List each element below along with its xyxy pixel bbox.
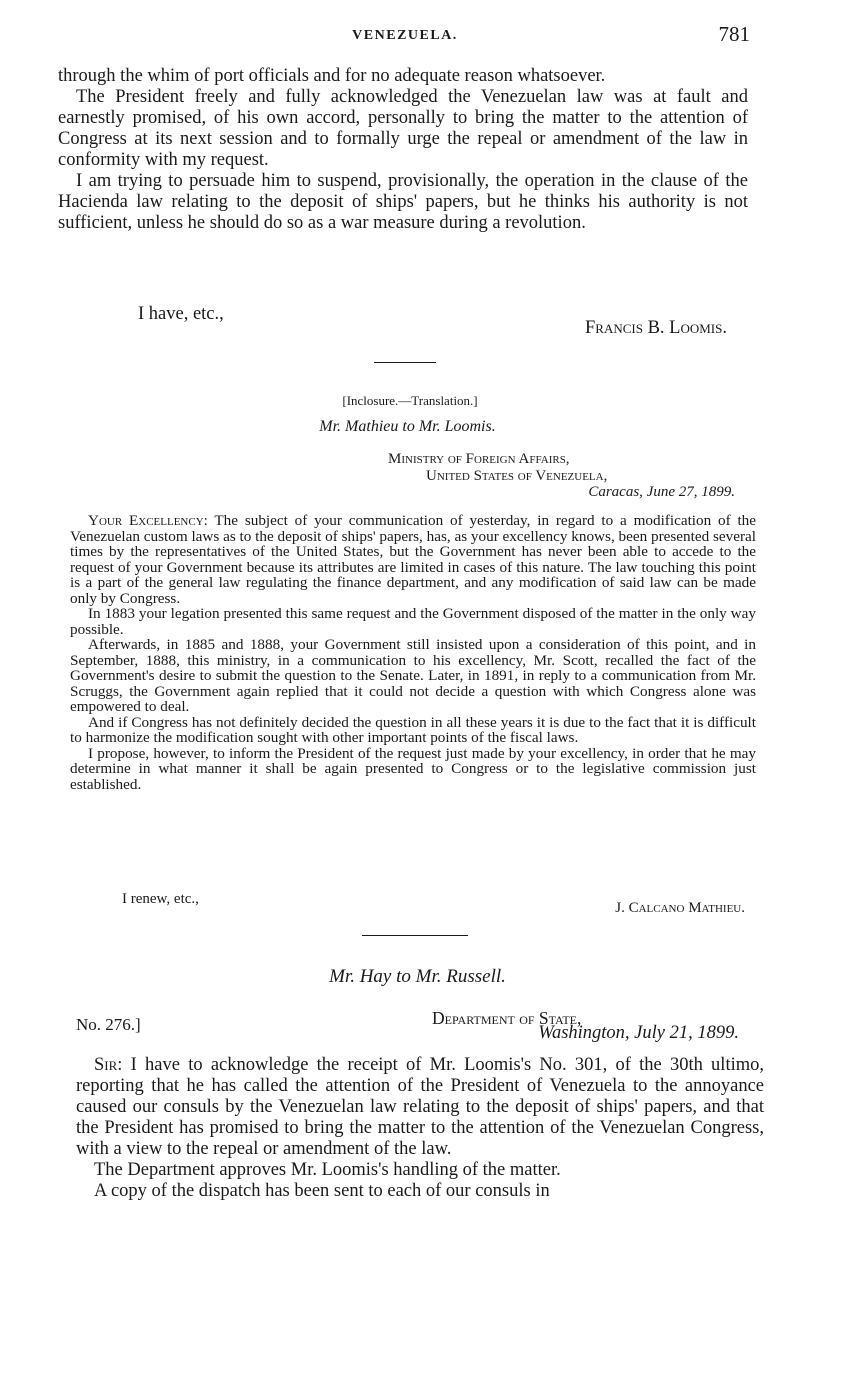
running-head: VENEZUELA. [352,28,458,43]
inclosure-body [70,513,756,792]
section-divider [374,362,436,363]
paragraph: And if Congress has not definitely decided the question in all these years it is due to the fact that it is difficult to harmonize the modification sought with other important points of the fiscal laws. [70,713,756,746]
hay-letter-body [76,1055,764,1202]
paragraph: The Department approves Mr. Loomis's handling of the matter. [94,1160,561,1180]
hay-letter-heading: Mr. Hay to Mr. Russell. [329,966,506,987]
mathieu-closing: I renew, etc., [122,891,199,907]
loomis-closing: I have, etc., [138,304,224,324]
department-line: Department of State, [432,1008,582,1028]
paragraph: I have to acknowledge the receipt of Mr. Loomis's No. 301, of the 30th ultimo, reporting that he has called the attention of the President of Venezuela to the annoyance caused our consuls by the Venezuelan law relating to the deposit of ships' papers, and that the President has promised to bring the matter to the attention of the Venezuelan Congress, with a view to the repeal or amendment of the law. [76,1055,764,1159]
paragraph: through the whim of port officials and for no adequate reason whatsoever. [58,66,606,86]
place-date: Caracas, June 27, 1899. [588,484,735,500]
paragraph: I propose, however, to inform the President of the request just made by your excellency, in order that he may determine in what manner it shall be again presented to Congress or to the legislative commission just established. [70,744,756,793]
paragraph: In 1883 your legation presented this same request and the Government disposed of the matter in the only way possible. [70,605,756,638]
inclosure-heading: Mr. Mathieu to Mr. Loomis. [319,418,496,435]
salutation: Sir: [94,1055,123,1075]
salutation: Your Excellency: [88,512,208,529]
address-line-1: Ministry of Foreign Affairs, [388,451,570,467]
inclosure-label: [Inclosure.—Translation.] [342,393,478,408]
section-divider [362,935,468,936]
paragraph: I am trying to persuade him to suspend, provisionally, the operation in the clause of the Hacienda law relating to the deposit of ships' papers, but he thinks his authority is not sufficient, unless he should do so as a war measure during a revolution. [58,171,748,233]
address-line-2: United States of Venezuela, [426,468,608,484]
page-header [60,22,750,52]
loomis-letter-body [58,66,748,234]
paragraph: Afterwards, in 1885 and 1888, your Government still insisted upon a consideration of this point, and in September, 1888, this ministry, in a communication to his excellency, Mr. Scott, recalled the fact of the Government's desire to submit the question to the Senate. Later, in 1891, in reply to a communication from Mr. Scruggs, the Government again replied that it could not decide a question with which Congress alone was empowered to deal. [70,636,756,715]
mathieu-signature: J. Calcano Mathieu. [615,900,745,916]
page-number: 781 [718,22,750,46]
loomis-signature: Francis B. Loomis. [584,318,727,338]
paragraph: The President freely and fully acknowledged the Venezuelan law was at fault and earnestly promised, of his own accord, personally to bring the matter to the attention of Congress at its next session and to formally urge the repeal or amendment of the law in conformity with my request. [58,87,748,170]
paragraph: The subject of your communication of yesterday, in regard to a modification of the Venezuelan custom laws as to the deposit of ships' papers, has, as your excellency knows, been presented several times by the representatives of the United States, but the Government has never been able to accede to the request of your Government because its attributes are limited in cases of this nature. The law touching this point is a part of the general law regulating the finance department, and any modification of said law can be made only by Congress. [70,512,756,607]
hay-place-date: Washington, July 21, 1899. [538,1023,739,1043]
paragraph: A copy of the dispatch has been sent to each of our consuls in [94,1181,550,1201]
dispatch-number: No. 276.] [76,1015,141,1034]
